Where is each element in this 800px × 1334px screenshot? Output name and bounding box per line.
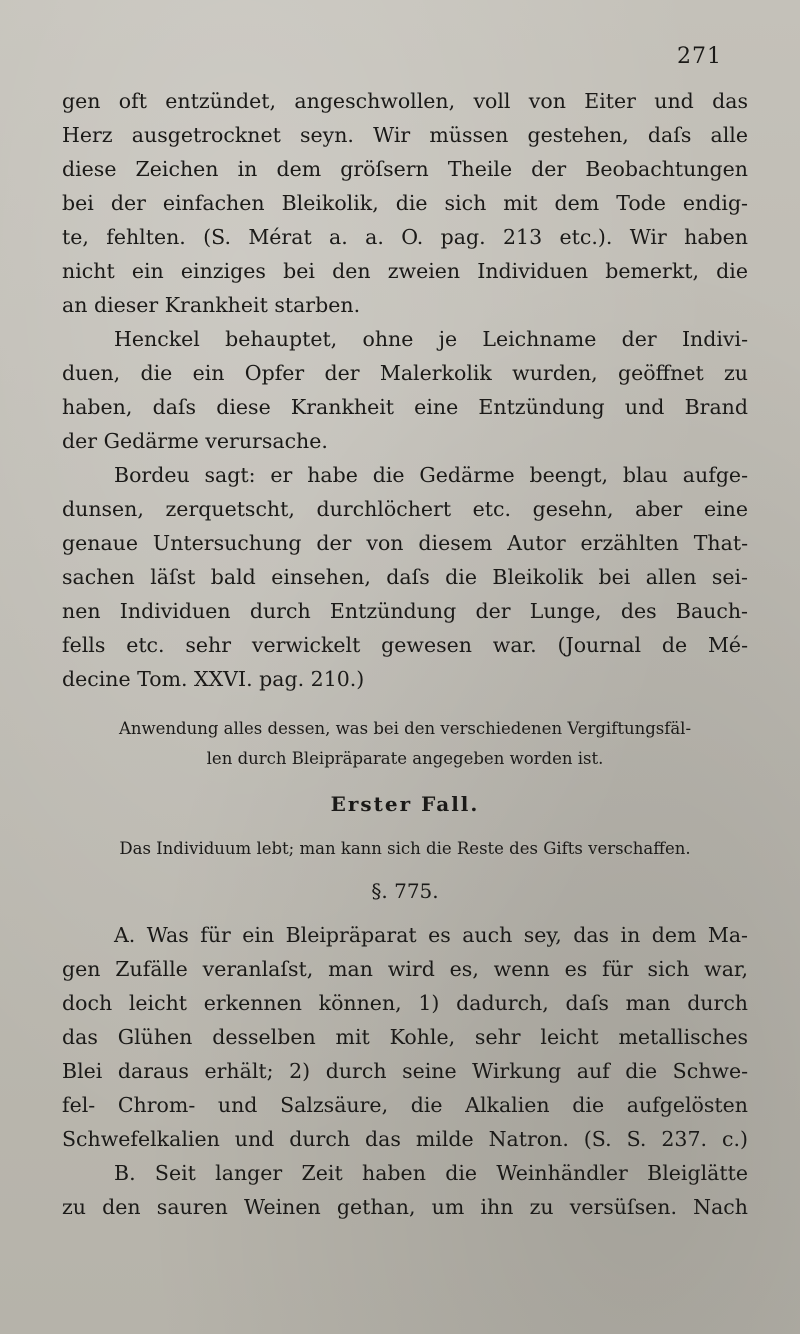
page-number: 271 [677,44,722,69]
text-line: Bordeu sagt: er habe die Gedärme beengt, blau aufge- [114,463,748,487]
text-line: te, fehlten. (S. Mérat a. a. O. pag. 213 etc.). Wir haben [62,225,748,249]
page-body [62,84,748,1224]
text-line: bei der einfachen Bleikolik, die sich mit dem Tode endig- [62,191,748,215]
text-line: nen Individuen durch Entzündung der Lunge, des Bauch- [62,599,748,623]
text-line: sachen läſst bald einsehen, daſs die Bleikolik bei allen sei- [62,565,748,589]
text-line: nicht ein einziges bei den zweien Individuen bemerkt, die [62,259,748,283]
paragraph-number: §. 775. [371,879,439,903]
text-line: fells etc. sehr verwickelt gewesen war. (Journal de Mé- [62,633,748,657]
text-line: diese Zeichen in dem gröſsern Theile der Beobachtungen [62,157,748,181]
text-line: der Gedärme verursache. [62,429,328,453]
spacer [62,774,748,786]
text-line: Henckel behauptet, ohne je Leichname der Indivi- [114,327,748,351]
text-line: an dieser Krankheit starben. [62,293,361,317]
text-line: zu den sauren Weinen gethan, um ihn zu versüſsen. Nach [62,1195,748,1219]
text-line: doch leicht erkennen können, 1) dadurch, daſs man durch [62,991,748,1015]
spacer [62,696,748,714]
text-line: A. Was für ein Bleipräparat es auch sey, das in dem Ma- [114,923,748,947]
text-line: Herz ausgetrocknet seyn. Wir müssen gestehen, daſs alle [62,123,748,147]
text-line: decine Tom. XXVI. pag. 210.) [62,667,365,691]
text-line: dunsen, zerquetscht, durchlöchert etc. gesehn, aber eine [62,497,748,521]
section-title-line: len durch Bleipräparate angegeben worden ist. [206,749,604,768]
text-line: gen oft entzündet, angeschwollen, voll von Eiter und das [62,89,748,113]
text-line: gen Zufälle veranlaſst, man wird es, wenn es für sich war, [62,957,748,981]
text-line: das Glühen desselben mit Kohle, sehr leicht metallisches [62,1025,748,1049]
text-line: Blei daraus erhält; 2) durch seine Wirkung auf die Schwe- [62,1059,748,1083]
spacer [62,822,748,834]
text-line: genaue Untersuchung der von diesem Autor erzählten That- [62,531,748,555]
text-line: B. Seit langer Zeit haben die Weinhändler Bleiglätte [114,1161,748,1185]
text-line: duen, die ein Opfer der Malerkolik wurden, geöffnet zu [62,361,748,385]
section-title-line: Anwendung alles dessen, was bei den verschiedenen Vergiftungsfäl- [118,719,692,738]
text-line: fel- Chrom- und Salzsäure, die Alkalien die aufgelösten [62,1093,748,1117]
text-line: haben, daſs diese Krankheit eine Entzündung und Brand [62,395,748,419]
case-subtitle: Das Individuum lebt; man kann sich die Reste des Gifts verschaffen. [119,839,691,858]
text-line: Schwefelkalien und durch das milde Natron. (S. S. 237. c.) [62,1127,748,1151]
spacer [62,864,748,876]
case-heading: Erster Fall. [330,792,480,816]
spacer [62,906,748,918]
